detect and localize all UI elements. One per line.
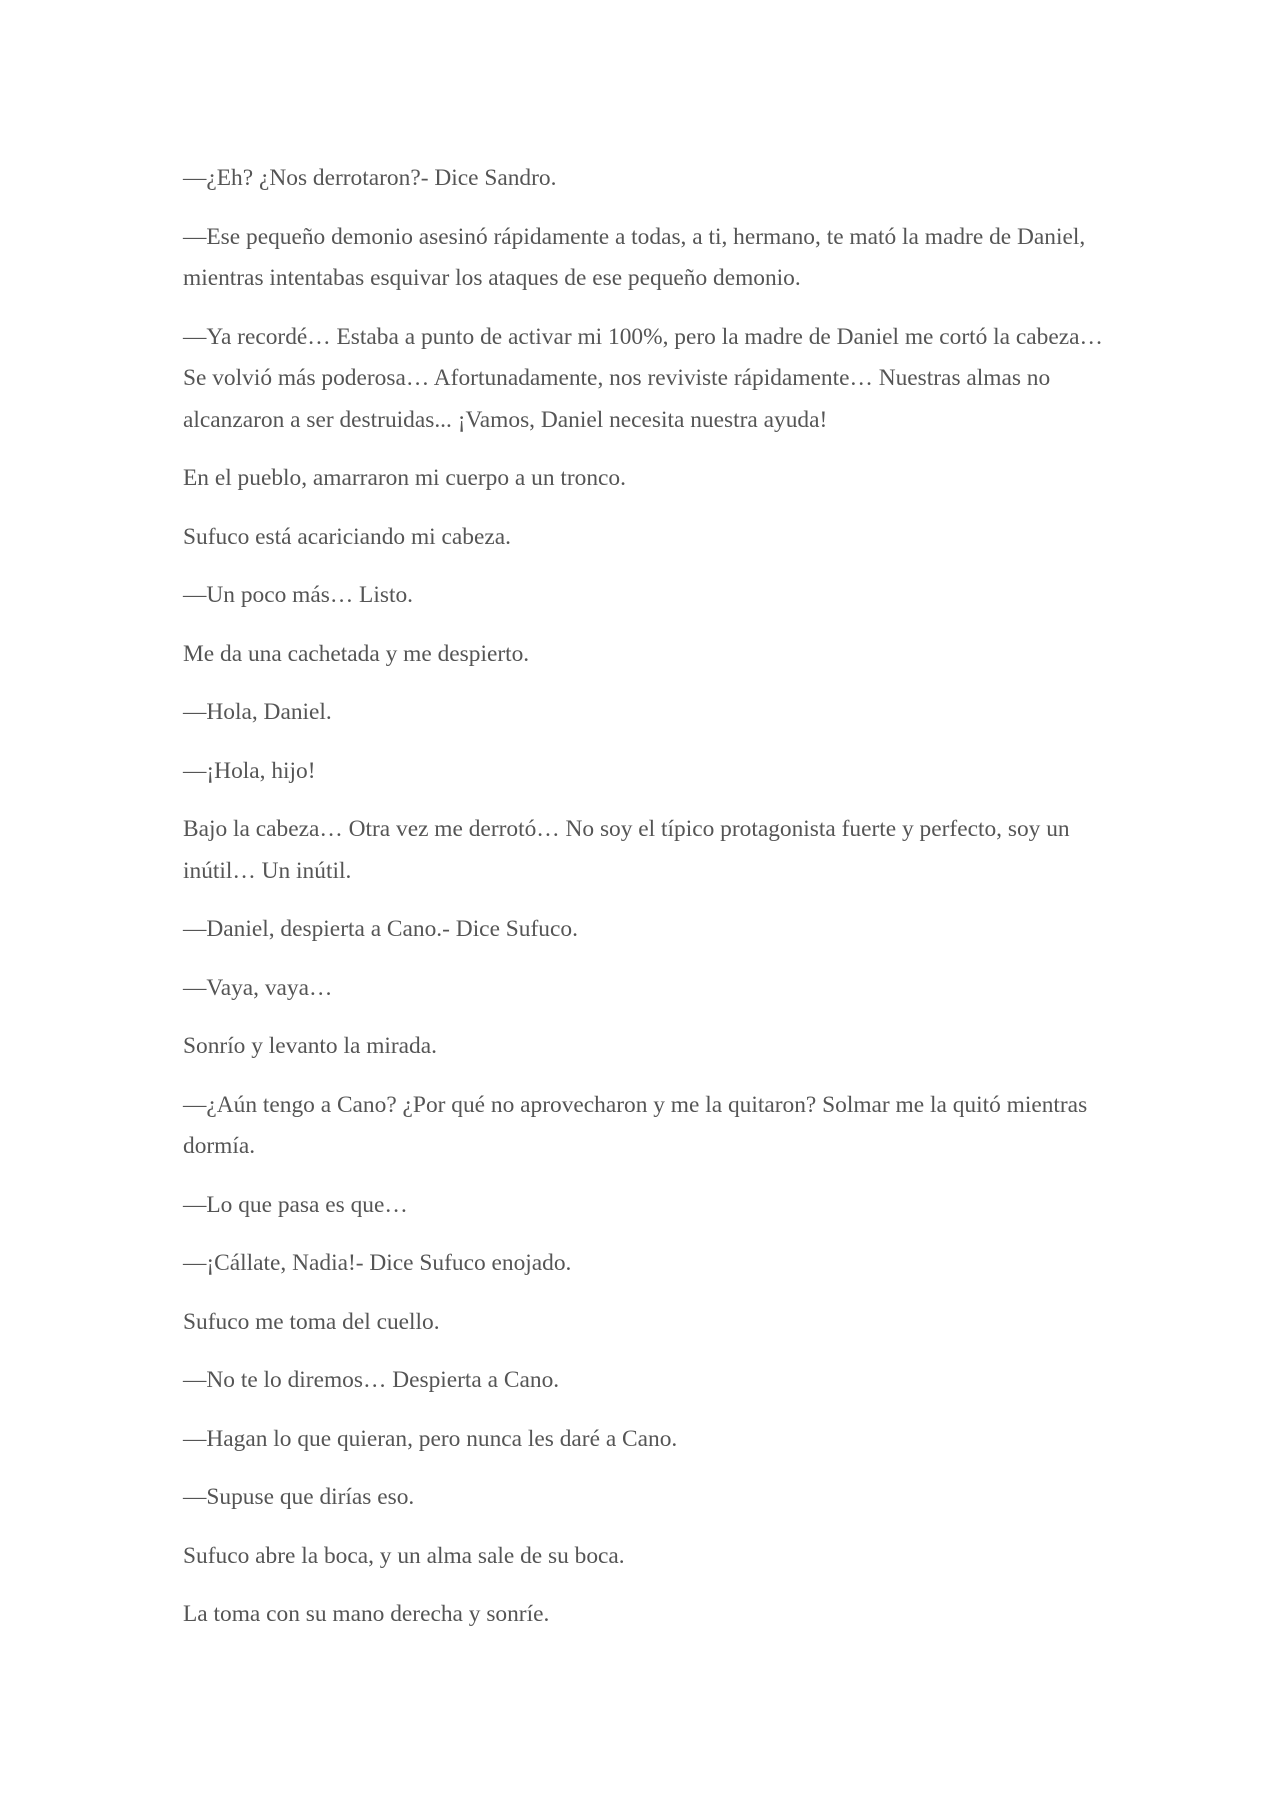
paragraph: —Supuse que dirías eso. [183,1484,415,1510]
document-page [183,158,1103,1653]
paragraph: —Lo que pasa es que… [183,1191,408,1218]
paragraph: —¿Eh? ¿Nos derrotaron?- Dice Sandro. [183,165,557,191]
paragraph: Sufuco me toma del cuello. [183,1308,440,1335]
paragraph: En el pueblo, amarraron mi cuerpo a un tronco. [183,465,626,491]
paragraph: —¿Aún tengo a Cano? ¿Por qué no aprovecharon y me la quitaron? Solmar me la quitó mientras dormía. [183,1091,1088,1159]
paragraph: —¡Hola, hijo! [183,757,316,784]
paragraph: Sufuco abre la boca, y un alma sale de su boca. [183,1542,625,1569]
paragraph: —Un poco más… Listo. [183,582,413,608]
paragraph: —Ese pequeño demonio asesinó rápidamente a todas, a ti, hermano, te mató la madre de Daniel, mientras intentabas esquivar los ataques de ese pequeño demonio. [183,223,1086,291]
paragraph: Bajo la cabeza… Otra vez me derrotó… No soy el típico protagonista fuerte y perfecto, soy un inútil… Un inútil. [183,816,1070,884]
paragraph: —No te lo diremos… Despierta a Cano. [183,1367,560,1393]
paragraph: La toma con su mano derecha y sonríe. [183,1601,550,1627]
paragraph: —Hola, Daniel. [183,699,332,725]
paragraph: —Daniel, despierta a Cano.- Dice Sufuco. [183,916,578,942]
paragraph: —Vaya, vaya… [183,974,333,1001]
paragraph: Sonrío y levanto la mirada. [183,1033,437,1059]
paragraph: Sufuco está acariciando mi cabeza. [183,523,511,550]
paragraph: —Hagan lo que quieran, pero nunca les daré a Cano. [183,1425,678,1452]
paragraph: —Ya recordé… Estaba a punto de activar mi 100%, pero la madre de Daniel me cortó la cabeza… Se volvió más poderosa… Afortunadamente, nos reviviste rápidamente… Nuestras almas no alcanzaron a ser destruidas... ¡Vamos, Daniel necesita nuestra ayuda! [183,323,1103,433]
paragraph: Me da una cachetada y me despierto. [183,640,530,667]
paragraph: —¡Cállate, Nadia!- Dice Sufuco enojado. [183,1250,572,1276]
